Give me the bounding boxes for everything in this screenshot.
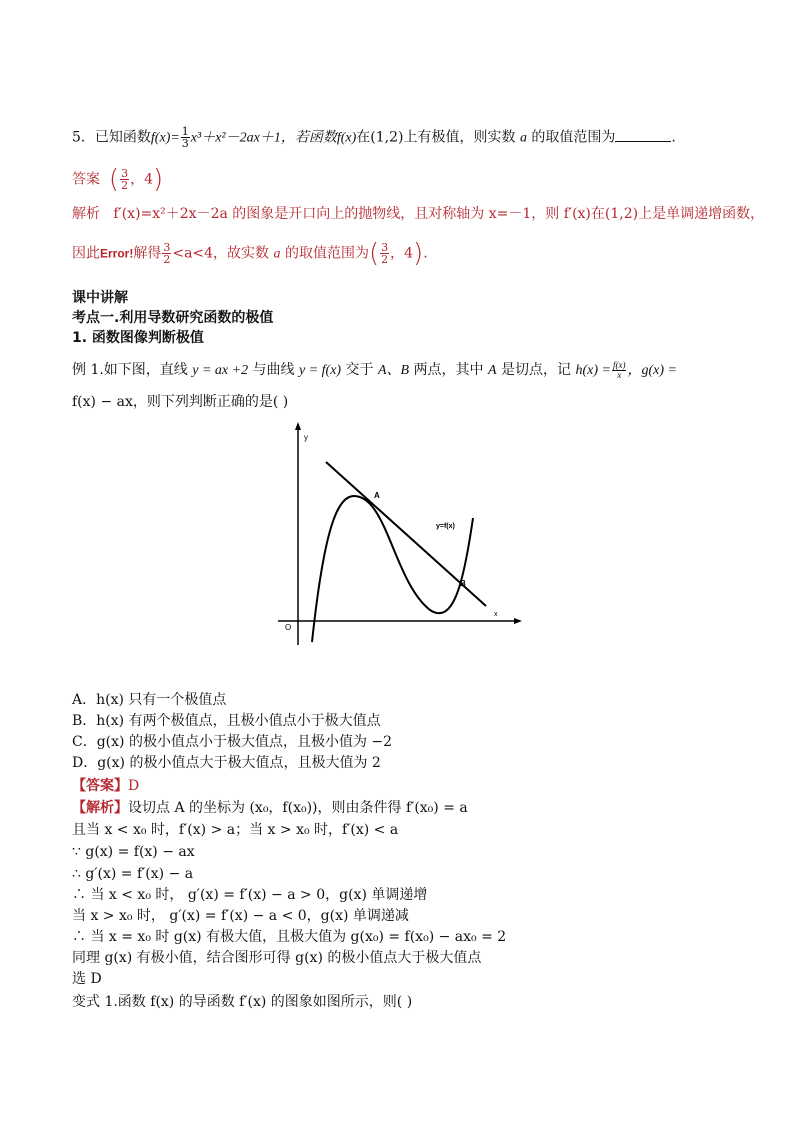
analysis-frac-den: 2 — [163, 253, 171, 266]
solution-answer-value: D — [128, 778, 140, 794]
solution-line-6: 当 x > x₀ 时， g′(x) = f′(x) − a < 0，g(x) 单调递减 — [72, 908, 409, 924]
example-with-curve: 与曲线 — [252, 362, 295, 378]
option-b: B．h(x) 有两个极值点，且极小值点小于极大值点 — [72, 713, 381, 729]
example-g: ，g(x) = — [627, 363, 677, 378]
solution-line-2: 且当 x < x₀ 时，f′(x) > a；当 x > x₀ 时，f′(x) < a — [72, 822, 399, 838]
point-b-label: B — [460, 579, 466, 588]
example-eq1: y = ax +2 — [192, 363, 249, 378]
curve-fx — [312, 496, 473, 642]
example-h-den: x — [617, 369, 622, 380]
variant-question: 变式 1.函数 f(x) 的导函数 f′(x) 的图象如图所示，则( ) — [72, 994, 413, 1010]
solution-line-8: 同理 g(x) 有极小值，结合图形可得 g(x) 的极小值点大于极大值点 — [72, 950, 482, 966]
analysis-range-text: 的取值范围为 — [284, 245, 369, 262]
example-h-num: f(x) — [612, 359, 626, 370]
example-h: h(x) = — [575, 363, 611, 378]
analysis-range-frac-den: 2 — [381, 253, 389, 266]
example-tangent: 是切点，记 — [501, 362, 572, 378]
q5-func: f(x)= — [150, 130, 180, 146]
y-axis-label: y — [304, 433, 308, 442]
x-axis-arrow — [514, 618, 522, 624]
solution-answer — [72, 776, 139, 796]
analysis-text-1: f′(x)=x²＋2x－2a 的图象是开口向上的抛物线，且对称轴为 x=－1，则 f′(x)在(1,2)上是单调递增函数， — [113, 206, 765, 222]
option-c: C．g(x) 的极小值点小于极大值点，且极小值为 −2 — [72, 734, 393, 750]
analysis-line-1 — [72, 204, 764, 224]
question-5 — [72, 126, 676, 149]
solution-line-3: ∵ g(x) = f(x) − ax — [72, 844, 195, 860]
example-points: 两点，其中 — [413, 362, 484, 378]
origin-label: O — [285, 623, 292, 632]
solution-line-1 — [72, 798, 468, 818]
answer-fraction — [120, 168, 129, 191]
solution-line-7: ∴ 当 x = x₀ 时 g(x) 有极大值，且极大值为 g(x₀) = f(x₀) − ax₀ = 2 — [72, 929, 507, 945]
q5-end: . — [671, 129, 676, 146]
y-axis-arrow — [295, 422, 301, 430]
answer-sep: ， — [130, 171, 145, 188]
function-graph — [272, 420, 524, 650]
q5-tail: 的取值范围为 — [531, 129, 616, 146]
analysis-inequality: <a<4，故实数 — [172, 245, 270, 262]
analysis-line-2 — [72, 238, 428, 269]
option-d: D．g(x) 的极小值点大于极大值点，且极大值为 2 — [72, 755, 381, 771]
example-h-fraction — [612, 361, 627, 380]
solution-line-4: ∴ g′(x) = f′(x) − a — [72, 866, 194, 882]
analysis-range-sep: ， — [390, 245, 405, 262]
section-sub: 1. 函数图像判断极值 — [72, 330, 204, 346]
section-title: 课中讲解 — [72, 290, 128, 306]
x-axis-label: x — [494, 611, 498, 618]
answer-frac-den: 2 — [121, 179, 129, 192]
analysis-frac-num: 3 — [163, 241, 171, 254]
q5-frac-num: 1 — [181, 125, 189, 138]
answer-open-paren: ( — [108, 164, 120, 195]
example-A: A — [488, 363, 497, 378]
point-a-label: A — [374, 491, 380, 500]
q5-fx: f(x) — [336, 130, 357, 146]
example-line-2 — [72, 392, 288, 412]
answer-frac-num: 3 — [121, 167, 129, 180]
solution-answer-label: 【答案】 — [72, 778, 128, 794]
analysis-period: . — [423, 245, 428, 262]
q5-number: 5．已知函数 — [72, 129, 151, 146]
q5-frac-den: 3 — [181, 137, 189, 150]
example-intro: 例 1.如下图，直线 — [72, 362, 188, 378]
analysis-solve: 解得 — [133, 245, 162, 262]
answer-close-paren: ) — [152, 164, 164, 195]
answer-label: 答案 — [72, 171, 100, 188]
example-eq2: y = f(x) — [299, 363, 342, 378]
example-question: f(x) − ax，则下列判断正确的是( ) — [72, 394, 289, 410]
example-intersect: 交于 — [345, 362, 374, 378]
curve-label: y=f(x) — [436, 523, 455, 530]
example-line-1 — [72, 360, 677, 381]
option-a: A．h(x) 只有一个极值点 — [72, 692, 227, 708]
q5-a: a — [519, 130, 527, 146]
solution-line-5: ∴ 当 x < x₀ 时， g′(x) = f′(x) − a > 0，g(x) 单调递增 — [72, 887, 428, 903]
analysis-label: 解析 — [72, 206, 100, 222]
analysis-close-paren: ) — [413, 238, 424, 269]
error-marker: Error! — [100, 246, 134, 261]
analysis-range-fraction — [380, 242, 389, 265]
q5-mid: 在(1,2)上有极值，则实数 — [356, 129, 516, 146]
analysis-range-val: 4 — [404, 245, 414, 262]
section-point: 考点一.利用导数研究函数的极值 — [72, 310, 274, 326]
analysis-therefore: 因此 — [72, 245, 100, 262]
solution-line-9: 选 D — [72, 971, 102, 987]
q5-rest: x³＋x²－2ax＋1，若函数 — [190, 130, 337, 146]
example-ab: A、B — [378, 363, 410, 378]
analysis-a: a — [273, 246, 281, 262]
answer-blank — [615, 129, 671, 142]
q5-fraction — [181, 126, 190, 149]
answer-line — [72, 164, 164, 195]
analysis-open-paren: ( — [368, 238, 380, 269]
analysis-range-frac-num: 3 — [381, 241, 389, 254]
solution-text-1: 设切点 A 的坐标为 (x₀，f(x₀))，则由条件得 f′(x₀) = a — [128, 800, 468, 816]
analysis-fraction — [162, 242, 171, 265]
answer-val: 4 — [144, 171, 153, 188]
solution-label: 【解析】 — [72, 800, 128, 816]
